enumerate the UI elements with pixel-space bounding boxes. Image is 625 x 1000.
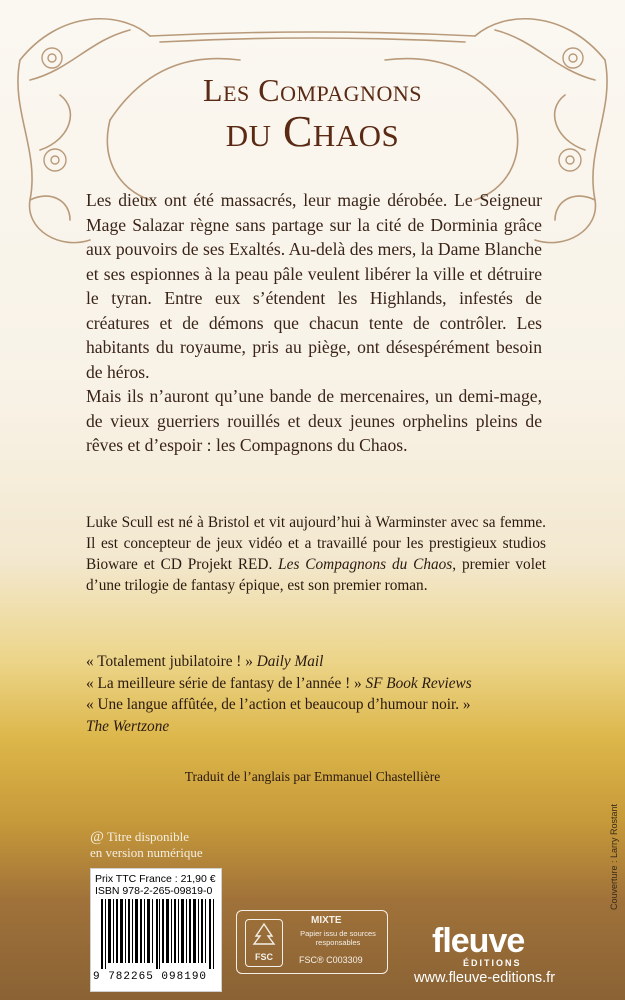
- translator-credit: Traduit de l’anglais par Emmanuel Chastellière: [184, 769, 441, 784]
- fsc-mixte-label: MIXTE: [311, 915, 342, 926]
- book-title-line-1: Les Compagnons: [203, 72, 422, 108]
- digital-line-2: en version numérique: [90, 845, 203, 860]
- quote-text: « La meilleure série de fantasy de l’année ! »: [86, 674, 362, 692]
- tree-icon: [246, 920, 282, 950]
- fsc-subtitle: Papier issu de sources responsables: [300, 929, 376, 947]
- isbn-label: ISBN 978-2-265-09819-0: [95, 885, 213, 897]
- fsc-tree-icon: [245, 919, 283, 967]
- quote-source: Daily Mail: [256, 653, 324, 670]
- barcode-panel: [90, 868, 222, 992]
- publisher-logo: fleuve: [432, 922, 525, 960]
- blurb-paragraph-1: Les dieux ont été massacrés, leur magie dérobée. Le Seigneur Mage Salazar règne sans partage sur la cité de Dorminia grâce aux pouvoirs de ses Exaltés. Au-delà des mers, la Dame Blanche et ses espionnes à la peau pâle veulent libérer la ville et détruire le tyran. Entre eux s’étendent les Highlands, infestés de créatures et de démons que chacun tente de contrôler. Les habitants du royaume, pris au piège, ont désespérément besoin de héros.: [86, 190, 542, 382]
- publisher-website: www.fleuve-editions.fr: [414, 970, 556, 986]
- fsc-certification-badge: [236, 910, 388, 974]
- blurb-paragraph-2: Mais ils n’auront qu’une bande de mercenaires, un demi-mage, de vieux guerriers rouillés et deux jeunes orphelins pleins de rêves et d’espoir : les Compagnons du Chaos.: [86, 386, 542, 455]
- bio-text-end: , premier volet d’une trilogie de fantasy épique, est son premier roman.: [86, 556, 546, 594]
- quote-source: SF Book Reviews: [365, 674, 472, 692]
- barcode-icon: [101, 899, 216, 969]
- quote-text: « Une langue affûtée, de l’action et beaucoup d’humour noir. »: [86, 696, 471, 713]
- quote-source: The Wertzone: [86, 717, 170, 735]
- back-cover-blurb: [86, 188, 542, 458]
- price-label: Prix TTC France : 21,90 €: [95, 873, 216, 885]
- e-symbol-icon: @: [90, 829, 104, 845]
- fsc-logo-text: FSC: [255, 952, 273, 962]
- digital-edition-note: [90, 829, 203, 861]
- digital-line-1: Titre disponible: [106, 829, 190, 844]
- quote-item: [86, 694, 546, 737]
- bio-text-start: Luke Scull est né à Bristol et vit aujourd’hui à Warminster avec sa femme. Il est concepteur de jeux vidéo et a travaillé pour les prestigieux studios Bioware et CD Projekt RED.: [86, 514, 546, 573]
- cover-credit: Couverture : Larry Rostant: [609, 803, 619, 910]
- fsc-code: FSC® C003309: [299, 955, 363, 965]
- author-bio: [86, 512, 546, 596]
- publisher-logo-sub: ÉDITIONS: [463, 958, 522, 968]
- book-title-line-2: du Chaos: [225, 107, 400, 156]
- barcode-digits: 9 782265 098190: [93, 971, 208, 983]
- quote-item: [86, 651, 546, 673]
- bio-book-title: Les Compagnons du Chaos: [278, 556, 453, 573]
- quote-text: « Totalement jubilatoire ! »: [86, 653, 253, 670]
- quote-item: [86, 673, 546, 695]
- press-quotes: [86, 651, 546, 737]
